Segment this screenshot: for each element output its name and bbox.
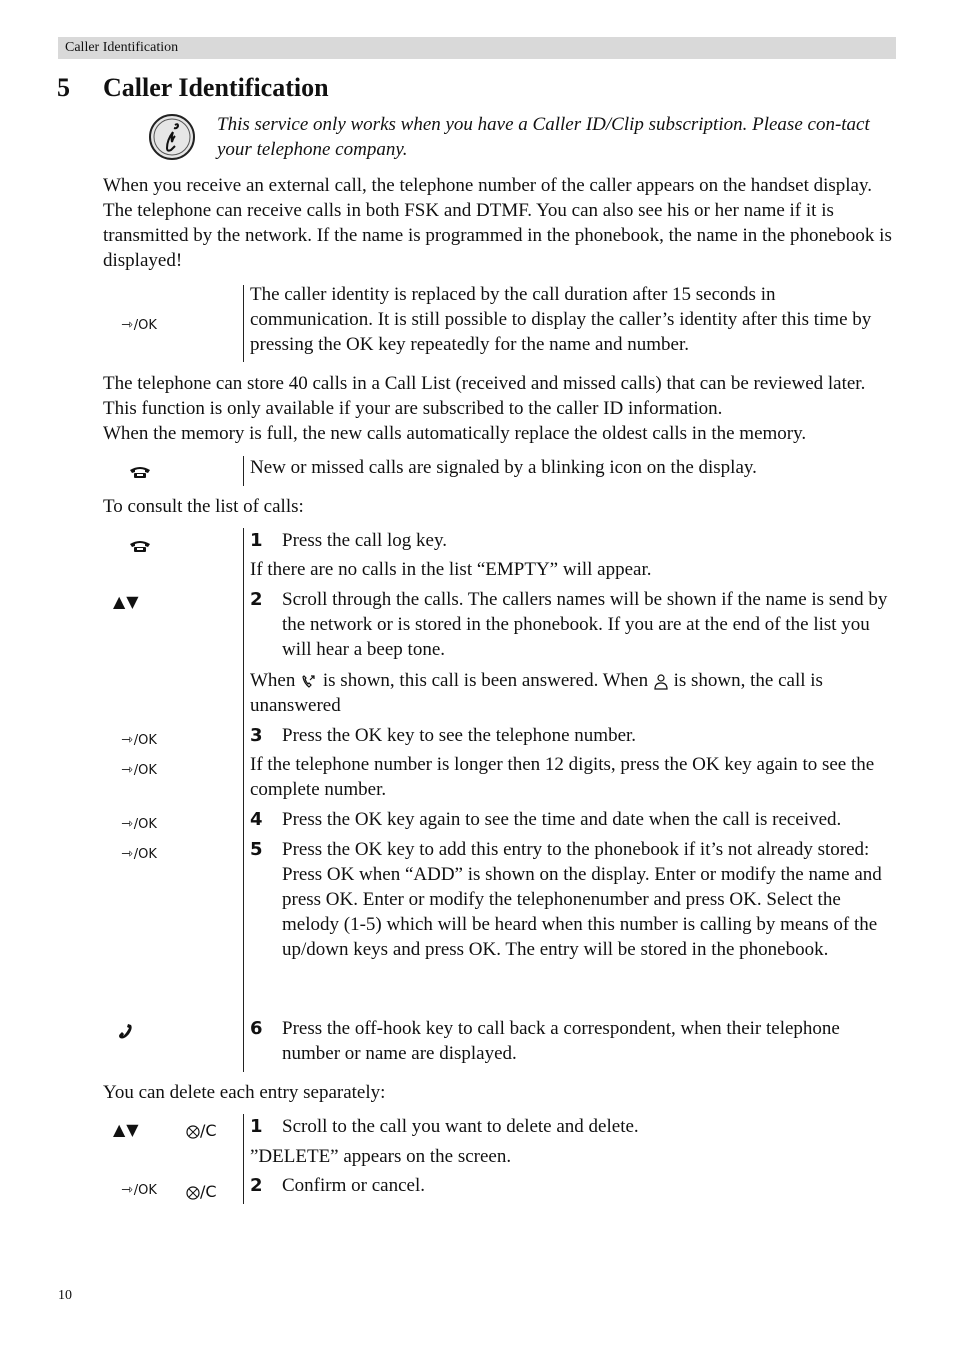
running-header-title: Caller Identification	[65, 40, 179, 55]
page-number: 10	[58, 1288, 72, 1303]
tip-duration-text: The caller identity is replaced by the call duration after 15 seconds in communication. It is still possible to display the caller’s identity after this time by pressing the OK key repeatedly for the name and number.	[250, 284, 872, 355]
step-1	[250, 528, 892, 553]
step-number: 5	[250, 839, 263, 860]
step-text: Scroll through the calls. The callers names will be shown if the name is send by the network or is stored in the phonebook. If you are at the end of the list you will hear a beep tone.	[282, 589, 888, 660]
column-divider	[243, 456, 244, 486]
ok-key-icon: ⇾/OK	[121, 816, 157, 832]
answered-call-icon	[300, 673, 318, 691]
up-down-keys-icon: ▲▼	[113, 1120, 140, 1139]
step-number: 2	[250, 589, 263, 610]
step-number: 3	[250, 725, 263, 746]
step-number: 4	[250, 809, 263, 830]
call-log-key-icon	[129, 539, 151, 553]
delete-key-icon	[186, 1186, 200, 1200]
delete-step-1-note: ”DELETE” appears on the screen.	[250, 1146, 512, 1167]
memory-paragraph: When the memory is full, the new calls automatically replace the oldest calls in the memory.	[103, 423, 807, 444]
step-2-note	[250, 668, 892, 718]
note-text-b: is shown, this call is been answered. When	[322, 670, 649, 691]
step-5	[250, 837, 892, 962]
delete-intro: You can delete each entry separately:	[103, 1082, 386, 1103]
call-log-icon	[129, 465, 151, 479]
ok-key-icon: ⇾/OK	[121, 846, 157, 862]
step-text: Press the OK key to see the telephone number.	[282, 725, 637, 746]
up-down-keys-icon: ▲▼	[113, 592, 140, 611]
step-text: Press the call log key.	[282, 530, 447, 551]
running-header	[58, 37, 896, 59]
step-1-note: If there are no calls in the list “EMPTY” will appear.	[250, 559, 652, 580]
cancel-key-icon: /C	[186, 1121, 217, 1140]
delete-step-2	[250, 1173, 892, 1198]
consult-intro: To consult the list of calls:	[103, 496, 304, 517]
off-hook-key-icon	[116, 1022, 136, 1042]
info-i-icon	[148, 113, 196, 161]
step-3	[250, 723, 892, 748]
step-number: 2	[250, 1175, 263, 1196]
step-text: Press the OK key again to see the time and date when the call is received.	[282, 809, 842, 830]
step-text: Confirm or cancel.	[282, 1175, 425, 1196]
ok-key-icon: ⇾/OK	[121, 317, 157, 333]
note-text: This service only works when you have a Caller ID/Clip subscription. Please con-tact your telephone company.	[217, 114, 870, 160]
note-text-c: is shown, the call is unanswered	[250, 670, 823, 716]
intro-paragraph: When you receive an external call, the telephone number of the caller appears on the handset display. The telephone can receive calls in both FSK and DTMF. You can also see his or her name if it is transmitted by the network. If the name is programmed in the phonebook, the name in the phonebook is displayed!	[103, 175, 892, 271]
step-number: 1	[250, 1116, 263, 1137]
unanswered-call-icon	[653, 673, 669, 691]
step-6	[250, 1016, 892, 1066]
note-text-a: When	[250, 670, 296, 691]
ok-key-icon: ⇾/OK	[121, 732, 157, 748]
step-text-more: Press OK when “ADD” is shown on the display. Enter or modify the name and press OK. Enter or modify the telephonenumber and press OK. Select the melody (1-5) which will be heard when this number is calling by means of the up/down keys and press OK. The entry will be stored in the phonebook.	[282, 864, 882, 960]
step-text: Scroll to the call you want to delete and delete.	[282, 1116, 639, 1137]
delete-step-1	[250, 1114, 892, 1139]
ok-key-icon: ⇾/OK	[121, 762, 157, 778]
ok-key-icon: ⇾/OK	[121, 1182, 157, 1198]
delete-key-icon	[186, 1125, 200, 1139]
blinking-icon-text: New or missed calls are signaled by a blinking icon on the display.	[250, 457, 757, 478]
chapter-number: 5	[57, 73, 70, 102]
step-4	[250, 807, 892, 832]
chapter-title: Caller Identification	[103, 73, 329, 102]
step-2	[250, 587, 892, 662]
cancel-key-icon: /C	[186, 1182, 217, 1201]
column-divider	[243, 528, 244, 1072]
step-number: 6	[250, 1018, 263, 1039]
column-divider	[243, 1114, 244, 1204]
step-text: Press the off-hook key to call back a correspondent, when their telephone number or name are displayed.	[282, 1018, 840, 1064]
step-number: 1	[250, 530, 263, 551]
column-divider	[243, 285, 244, 362]
call-list-paragraph: The telephone can store 40 calls in a Call List (received and missed calls) that can be reviewed later. This function is only available if your are subscribed to the caller ID information.	[103, 373, 866, 419]
step-3-note: If the telephone number is longer then 12 digits, press the OK key again to see the complete number.	[250, 754, 875, 800]
step-text: Press the OK key to add this entry to the phonebook if it’s not already stored:	[282, 839, 870, 860]
